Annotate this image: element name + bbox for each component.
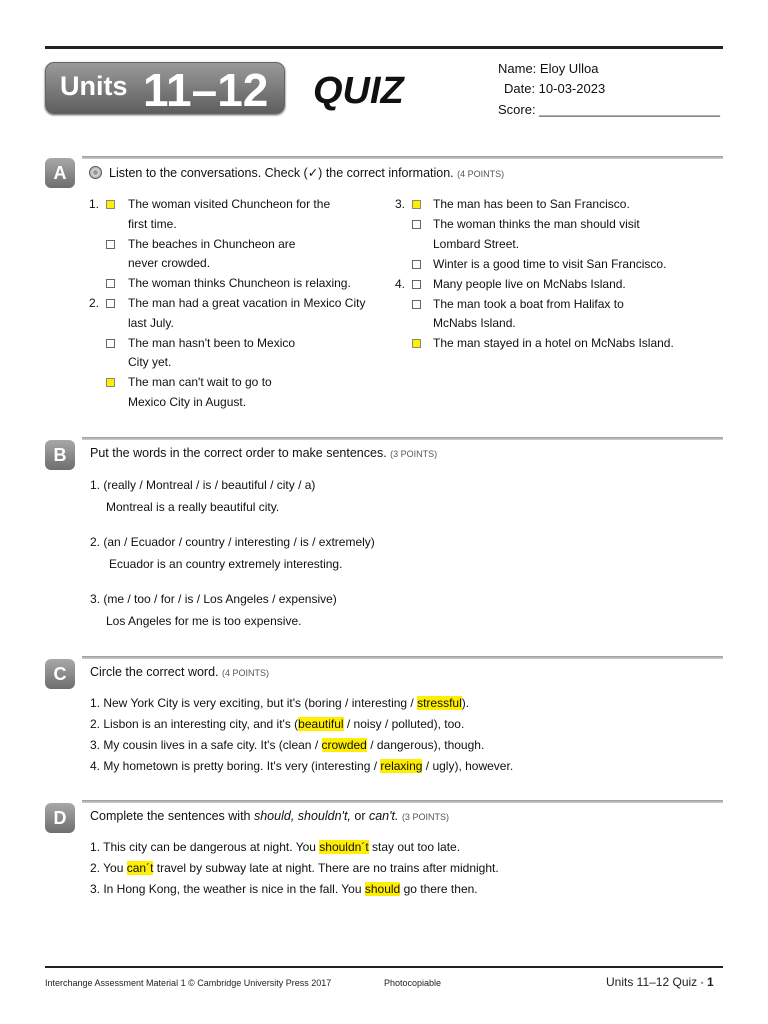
section-b-prompt-3: 3. (me / too / for / is / Los Angeles / expensive)	[90, 592, 337, 606]
headphone-icon	[89, 166, 102, 179]
checkbox-checked[interactable]	[412, 200, 421, 209]
footer-rule	[45, 966, 723, 968]
section-a-badge: A	[45, 158, 75, 188]
top-rule	[45, 46, 723, 49]
checkbox[interactable]	[412, 280, 421, 289]
section-d-item-3: 3. In Hong Kong, the weather is nice in the fall. You should go there then.	[90, 882, 478, 896]
quiz-title: QUIZ	[313, 70, 404, 112]
section-a-item-number: 1.	[89, 197, 100, 211]
section-b-badge: B	[45, 440, 75, 470]
section-d-rule	[82, 800, 723, 803]
section-a-item-text: never crowded.	[128, 256, 211, 270]
section-a-instruction: Listen to the conversations. Check (✓) the correct information. (4 POINTS)	[109, 166, 505, 180]
section-c-badge: C	[45, 659, 75, 689]
checkbox-checked[interactable]	[412, 339, 421, 348]
section-a-item-text: first time.	[128, 216, 177, 231]
section-a-item-text: The woman thinks Chuncheon is relaxing.	[128, 276, 351, 290]
section-a-item-text: The man took a boat from Halifax to	[433, 296, 624, 311]
section-a-item-number: 3.	[395, 197, 406, 211]
section-b-prompt-2: 2. (an / Ecuador / country / interesting / is / extremely)	[90, 535, 375, 549]
footer-photocopiable: Photocopiable	[384, 978, 442, 988]
section-c-instruction: Circle the correct word. (4 POINTS)	[90, 665, 270, 679]
checkbox[interactable]	[106, 339, 115, 348]
section-a-item-text: The woman thinks the man should visit	[433, 217, 640, 231]
section-a-item-text: City yet.	[128, 355, 172, 369]
section-a-item-text: The woman visited Chuncheon for the	[128, 197, 331, 211]
section-d-item-2: 2. You can´t travel by subway late at night. There are no trains after midnight.	[90, 861, 499, 875]
section-b-prompt-1: 1. (really / Montreal / is / beautiful / city / a)	[90, 478, 316, 492]
section-a-item-text: last July.	[128, 315, 174, 330]
checkbox[interactable]	[106, 299, 115, 308]
section-d-badge: D	[45, 803, 75, 833]
section-a-item-text: Lombard Street.	[433, 236, 520, 251]
section-a-rule	[82, 156, 723, 159]
section-c-item-4: 4. My hometown is pretty boring. It's very (interesting / relaxing / ugly), however.	[90, 759, 514, 773]
checkbox-checked[interactable]	[106, 200, 115, 209]
section-a-item-text: The beaches in Chuncheon are	[128, 236, 296, 251]
footer-copyright: Interchange Assessment Material 1 © Cambridge University Press 2017	[45, 978, 332, 988]
section-b-answer-1: Montreal is a really beautiful city.	[106, 500, 280, 514]
checkbox-checked[interactable]	[106, 378, 115, 387]
section-a-item-text: The man stayed in a hotel on McNabs Island.	[433, 336, 674, 350]
section-c-item-3: 3. My cousin lives in a safe city. It's (clean / crowded / dangerous), though.	[90, 738, 485, 752]
checkbox[interactable]	[106, 279, 115, 288]
date-field: Date: 10-03-2023	[504, 81, 606, 96]
section-c-item-2: 2. Lisbon is an interesting city, and it's (beautiful / noisy / polluted), too.	[90, 717, 465, 731]
checkbox[interactable]	[106, 240, 115, 249]
section-d-item-1: 1. This city can be dangerous at night. You shouldn´t stay out too late.	[90, 840, 461, 854]
section-c-rule	[82, 656, 723, 659]
section-d-instruction: Complete the sentences with should, shouldn't, or can't. (3 POINTS)	[90, 809, 449, 823]
checkbox[interactable]	[412, 300, 421, 309]
checkbox[interactable]	[412, 260, 421, 269]
section-a-item-text: Winter is a good time to visit San Francisco.	[433, 256, 667, 271]
section-a-item-number: 2.	[89, 296, 100, 310]
section-b-rule	[82, 437, 723, 440]
section-a-item-text: McNabs Island.	[433, 316, 516, 330]
score-field: Score: _________________________	[498, 102, 720, 117]
section-b-instruction: Put the words in the correct order to make sentences. (3 POINTS)	[90, 446, 438, 460]
section-c-item-1: 1. New York City is very exciting, but it's (boring / interesting / stressful).	[90, 696, 470, 710]
section-a-item-text: Many people live on McNabs Island.	[433, 276, 626, 291]
section-b-answer-3: Los Angeles for me is too expensive.	[106, 614, 302, 628]
checkbox[interactable]	[412, 220, 421, 229]
section-a-item-text: Mexico City in August.	[128, 394, 247, 409]
section-a-item-text: The man hasn't been to Mexico	[128, 335, 296, 350]
section-b-answer-2: Ecuador is an country extremely interesting.	[109, 557, 343, 571]
section-a-item-text: The man can't wait to go to	[128, 375, 272, 389]
name-field: Name: Eloy Ulloa	[498, 61, 599, 76]
section-a-item-text: The man had a great vacation in Mexico City	[128, 296, 366, 310]
units-word: Units	[60, 71, 128, 101]
footer-quiz-label: Units 11–12 Quiz • 1	[606, 975, 714, 989]
section-a-item-number: 4.	[395, 276, 406, 291]
units-range: 11–12	[143, 64, 269, 116]
section-a-item-text: The man has been to San Francisco.	[433, 197, 630, 211]
